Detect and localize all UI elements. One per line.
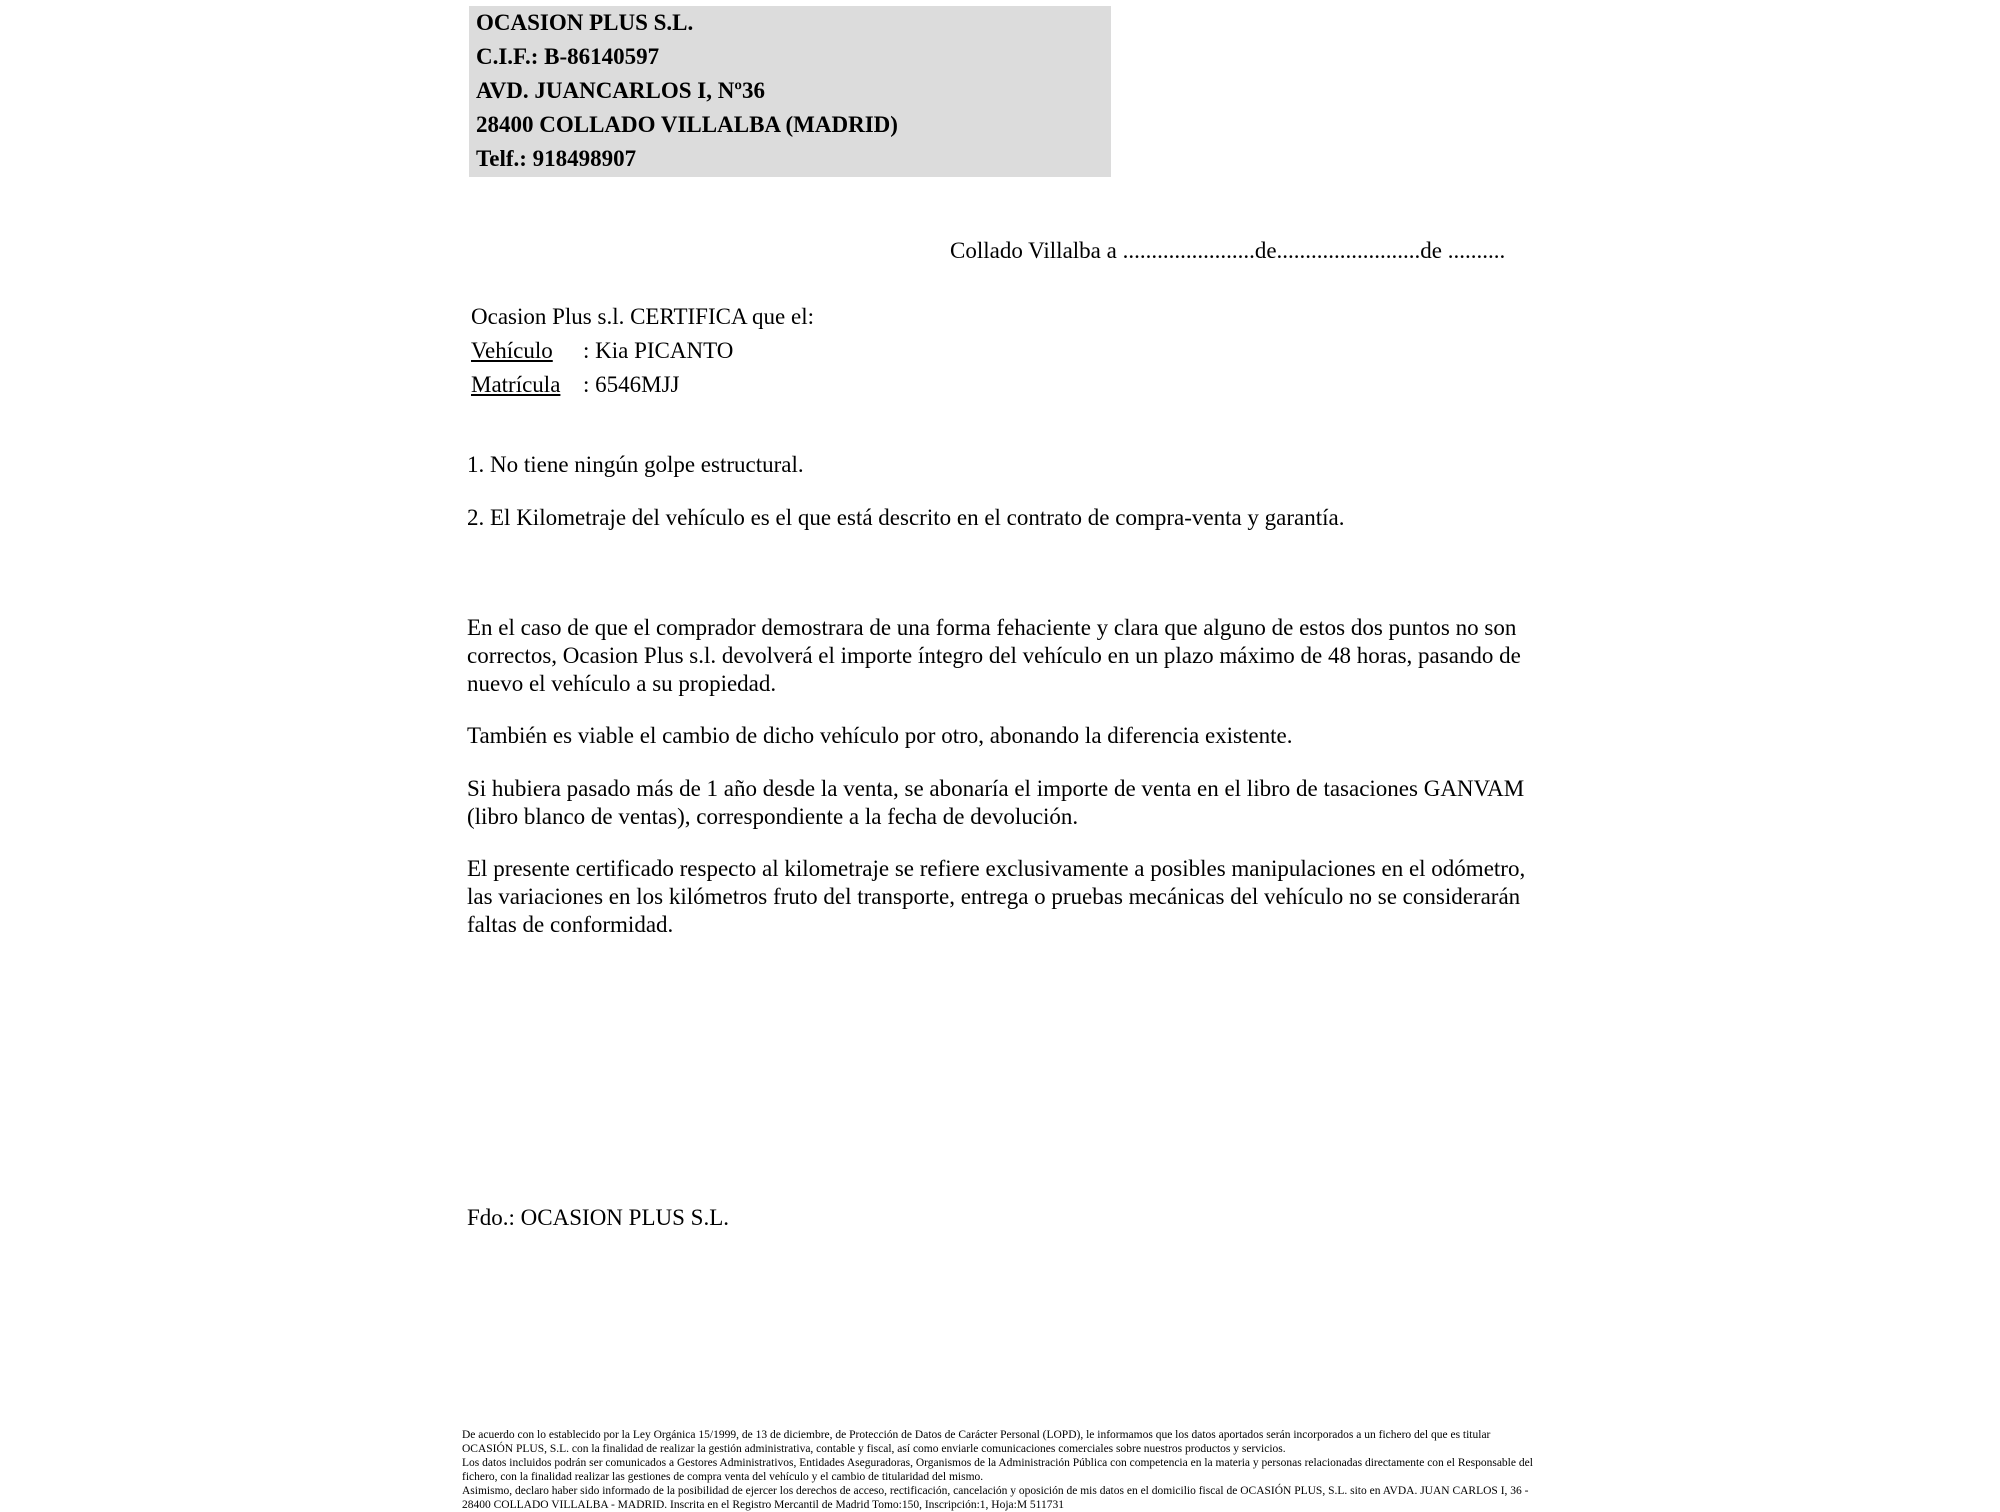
- paragraph-refund-clause: En el caso de que el comprador demostrara de una forma fehaciente y clara que alguno de estos dos puntos no son correctos, Ocasion Plus s.l. devolverá el importe íntegro del vehículo en un plazo máximo de 48 horas, pasando de nuevo el vehículo a su propiedad.: [467, 615, 1521, 696]
- company-cif: C.I.F.: B-86140597: [476, 44, 660, 69]
- company-name: OCASION PLUS S.L.: [476, 10, 694, 35]
- certification-block: [471, 300, 814, 402]
- condition-point-1: 1. No tiene ningún golpe estructural.: [467, 452, 804, 477]
- signature-line: Fdo.: OCASION PLUS S.L.: [467, 1205, 729, 1230]
- vehicle-value: : Kia PICANTO: [583, 338, 734, 363]
- company-phone: Telf.: 918498907: [476, 146, 637, 171]
- vehicle-label: Vehículo: [471, 338, 553, 363]
- date-line: Collado Villalba a .......................de.........................de ..........: [950, 238, 1506, 263]
- company-header-block: [469, 6, 1111, 177]
- paragraph-ganvam-clause: Si hubiera pasado más de 1 año desde la venta, se abonaría el importe de venta en el libro de tasaciones GANVAM (libro blanco de ventas), correspondiente a la fecha de devolución.: [467, 776, 1525, 829]
- paragraph-odometer-clause: El presente certificado respecto al kilometraje se refiere exclusivamente a posibles manipulaciones en el odómetro, las variaciones en los kilómetros fruto del transporte, entrega o pruebas mecánicas del vehículo no se considerarán faltas de conformidad.: [467, 856, 1526, 937]
- company-address: AVD. JUANCARLOS I, Nº36: [476, 78, 765, 103]
- plate-value: : 6546MJJ: [583, 372, 680, 397]
- certify-intro: Ocasion Plus s.l. CERTIFICA que el:: [471, 304, 814, 329]
- legal-footer: [462, 1428, 1544, 1512]
- paragraph-exchange-clause: También es viable el cambio de dicho vehículo por otro, abonando la diferencia existente.: [467, 723, 1293, 748]
- condition-point-2: 2. El Kilometraje del vehículo es el que está descrito en el contrato de compra-venta y garantía.: [467, 505, 1345, 530]
- vehicle-row: [471, 334, 814, 368]
- company-city: 28400 COLLADO VILLALBA (MADRID): [476, 112, 898, 137]
- footer-paragraph-data-sharing: Los datos incluidos podrán ser comunicados a Gestores Administrativos, Entidades Aseguradoras, Organismos de la Administración Pública con competencia en la materia y personas relacionadas directamente con el Responsable del fichero, con la finalidad realizar las gestiones de compra venta del vehículo y el cambio de titularidad del mismo.: [462, 1457, 1533, 1483]
- plate-label: Matrícula: [471, 372, 561, 397]
- footer-paragraph-lopd: De acuerdo con lo establecido por la Ley Orgánica 15/1999, de 13 de diciembre, de Protección de Datos de Carácter Personal (LOPD), le informamos que los datos aportados serán incorporados a un fichero del que es titular OCASIÓN PLUS, S.L. con la finalidad de realizar la gestión administrativa, contable y fiscal, así como enviarle comunicaciones comerciales sobre nuestros productos y servicios.: [462, 1429, 1491, 1455]
- plate-row: [471, 368, 814, 402]
- footer-paragraph-rights: Asimismo, declaro haber sido informado de la posibilidad de ejercer los derechos de acceso, rectificación, cancelación y oposición de mis datos en el domicilio fiscal de OCASIÓN PLUS, S.L. sito en AVDA. JUAN CARLOS I, 36 - 28400 COLLADO VILLALBA - MADRID. Inscrita en el Registro Mercantil de Madrid Tomo:150, Inscripción:1, Hoja:M 511731: [462, 1485, 1529, 1511]
